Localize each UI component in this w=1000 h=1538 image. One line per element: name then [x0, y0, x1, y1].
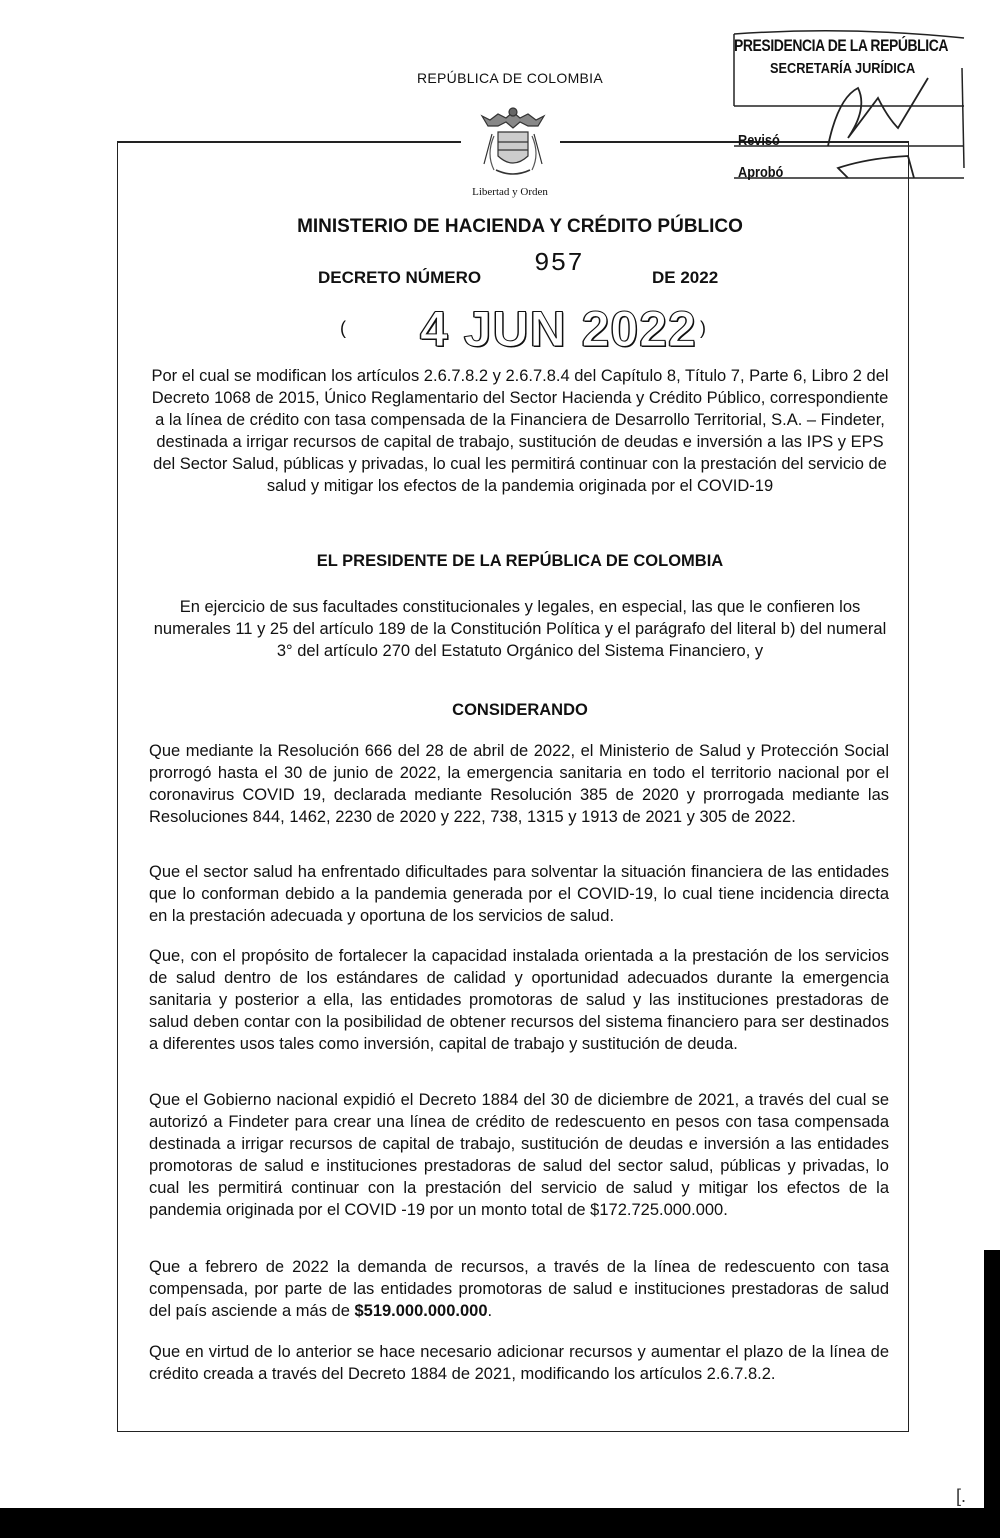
date-paren-open: (: [340, 318, 346, 338]
decree-number-label: DECRETO NÚMERO: [318, 268, 482, 287]
stamp-title: PRESIDENCIA DE LA REPÚBLICA: [734, 36, 949, 55]
decree-summary: Por el cual se modifican los artículos 2.6.7.8.2 y 2.6.7.8.4 del Capítulo 8, Título 7, Parte 6, Libro 2 del Decreto 1068 de 2015, Único Reglamentario del Sector Hacienda y Crédito Público, correspondiente a la línea de crédito con tasa compensada de la Financiera de Desarrollo Territorial, S.A. – Findeter, destinada a irrigar recursos de capital de trabajo, sustitución de deudas e inversión a las IPS y EPS del Sector Salud, públicas y privadas, lo cual les permitirá continuar con la prestación del servicio de salud y mitigar los efectos de la pandemia originada por el COVID-19: [151, 367, 889, 495]
considerando-paragraph-6: Que en virtud de lo anterior se hace necesario adicionar recursos y aumentar el plazo de la línea de crédito creada a través del Decreto 1884 de 2021, modificando los artículos 2.6.7.8.2.: [149, 1343, 889, 1383]
considerando-paragraph-5: [149, 1256, 889, 1322]
president-heading: EL PRESIDENTE DE LA REPÚBLICA DE COLOMBIA: [316, 552, 724, 570]
decree-number: 957: [534, 248, 584, 278]
corner-mark: [.: [956, 1486, 967, 1506]
considerando-paragraph-3: Que, con el propósito de fortalecer la capacidad instalada orientada a la prestación de los servicios de salud dentro de los estándares de calidad y oportunidad adecuados durante la emergencia sanitaria y posterior a ella, las entidades promotoras de salud y las instituciones prestadoras de salud deben contar con la posibilidad de obtener recursos del sistema financiero para ser destinados a diferentes usos tales como inversión, capital de trabajo y sustitución de deuda.: [149, 947, 889, 1053]
considerando-paragraph-2: Que el sector salud ha enfrentado dificultades para solventar la situación financiera de las entidades que lo conforman debido a la pandemia generada por el COVID-19, lo cual tiene incidencia directa en la prestación adecuada y oportuna de los servicios de salud.: [149, 863, 889, 925]
paragraph-5-end: .: [487, 1302, 493, 1320]
date-paren-close: ): [700, 318, 706, 338]
decree-date-stamp: 4 JUN 2022: [420, 301, 697, 357]
scan-edge-right: [984, 1250, 1000, 1538]
stamp-aprobo-label: Aprobó: [738, 164, 784, 181]
legal-powers-text: En ejercicio de sus facultades constitucionales y legales, en especial, las que le confieren los numerales 11 y 25 del artículo 189 de la Constitución Política y el parágrafo del literal b) del numeral 3° del artículo 270 del Estatuto Orgánico del Sistema Financiero, y: [153, 598, 887, 660]
considerando-paragraph-1: Que mediante la Resolución 666 del 28 de abril de 2022, el Ministerio de Salud y Protección Social prorrogó hasta el 30 de junio de 2022, la emergencia sanitaria en todo el territorio nacional por el coronavirus COVID 19, declarada mediante Resolución 385 de 2020 y prorrogada mediante las Resoluciones 844, 1462, 2230 de 2020 y 222, 738, 1315 y 1913 de 2021 y 305 de 2022.: [149, 742, 889, 826]
motto: Libertad y Orden: [472, 186, 548, 198]
considerando-heading: CONSIDERANDO: [452, 701, 588, 719]
stamp-subtitle: SECRETARÍA JURÍDICA: [770, 60, 916, 77]
legal-review-stamp: [728, 28, 968, 188]
ministry-title: MINISTERIO DE HACIENDA Y CRÉDITO PÚBLICO: [297, 216, 743, 237]
country-header: REPÚBLICA DE COLOMBIA: [416, 70, 604, 86]
paragraph-5-amount: $519.000.000.000: [354, 1302, 488, 1320]
stamp-reviso-label: Revisó: [738, 132, 780, 149]
paragraph-5-text: Que a febrero de 2022 la demanda de recursos, a través de la línea de redescuento con tasa compensada, por parte de las entidades promotoras de salud e instituciones prestadoras de salud del país asciende a más de: [149, 1258, 889, 1320]
scan-edge-bottom: [0, 1508, 1000, 1538]
decree-year: DE 2022: [652, 268, 719, 287]
considerando-paragraph-4: Que el Gobierno nacional expidió el Decreto 1884 del 30 de diciembre de 2021, a través del cual se autorizó a Findeter para crear una línea de crédito de redescuento en pesos con tasa compensada destinada a irrigar recursos de capital de trabajo, sustitución de deudas e inversión a las entidades promotoras de salud e instituciones prestadoras de salud del sector salud, públicas y privadas, lo cual les permitirá continuar con la prestación del servicio de salud y mitigar los efectos de la pandemia originada por el COVID -19 por un monto total de $172.725.000.000.: [149, 1091, 889, 1219]
